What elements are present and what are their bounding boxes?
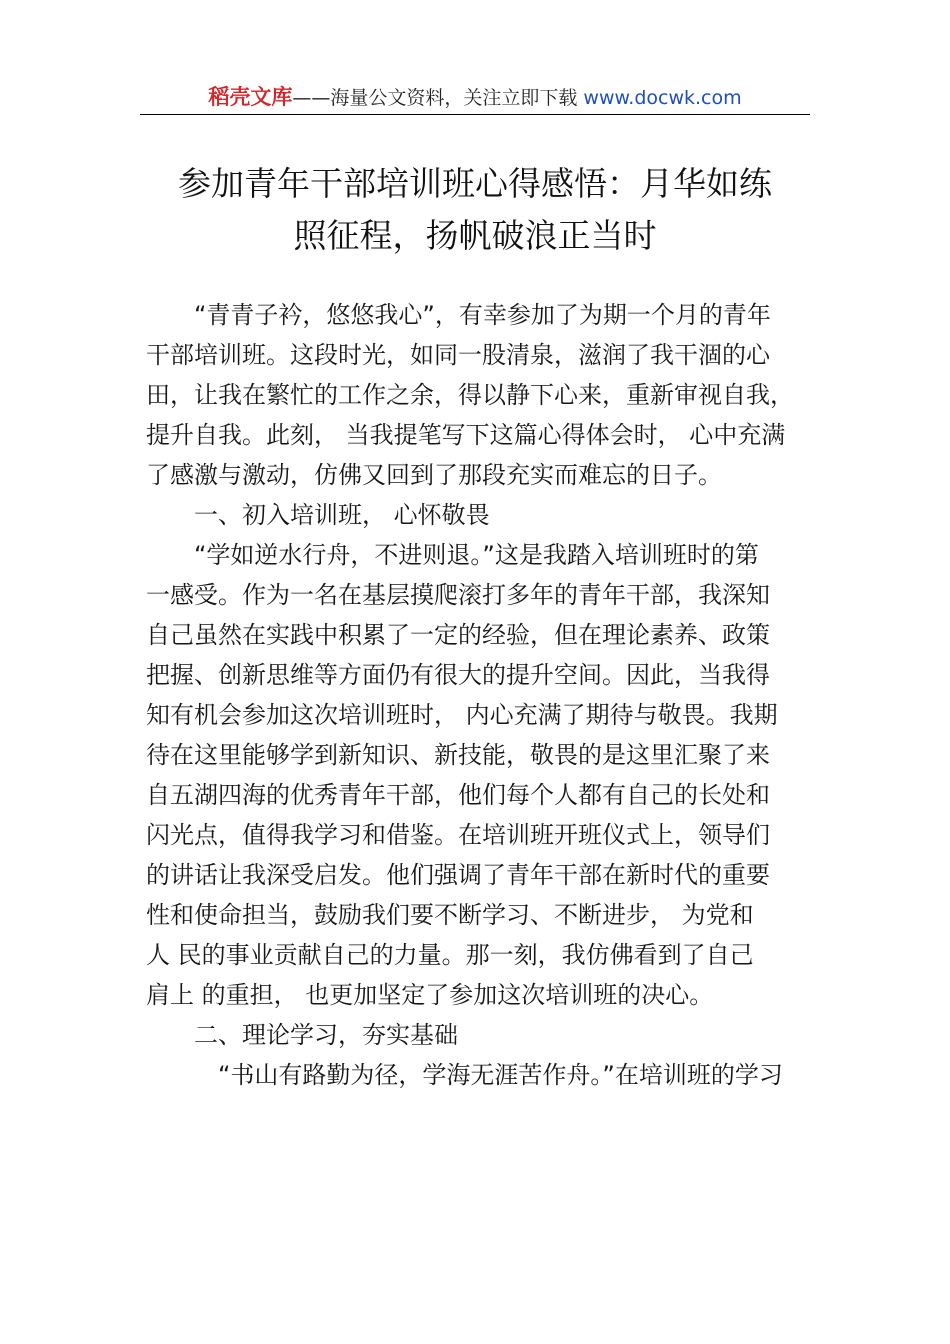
section-heading-1: 一、初入培训班， 心怀敬畏 — [194, 501, 490, 529]
document-title — [120, 158, 830, 262]
paragraph-line: 的讲话让我深受启发。他们强调了青年干部在新时代的重要 — [146, 861, 770, 889]
brand-name: 稻壳文库 — [208, 85, 293, 109]
paragraph-line: 肩上 的重担， 也更加坚定了参加这次培训班的决心。 — [146, 981, 714, 1009]
paragraph-line: 性和使命担当，鼓励我们要不断学习、不断进步， 为党和 — [146, 901, 754, 929]
paragraph-line: 闪光点，值得我学习和借鉴。在培训班开班仪式上，领导们 — [146, 821, 770, 849]
paragraph-line: “学如逆水行舟，不进则退。”这是我踏入培训班时的第 — [194, 541, 759, 569]
document-header — [140, 84, 810, 114]
paragraph-line: 田，让我在繁忙的工作之余，得以静下心来，重新审视自我， — [146, 381, 794, 409]
title-line-2: 照征程，扬帆破浪正当时 — [293, 216, 657, 255]
paragraph-line: 把握、创新思维等方面仍有很大的提升空间。因此，当我得 — [146, 661, 770, 689]
section-heading-2: 二、理论学习，夯实基础 — [194, 1021, 458, 1049]
document-body — [146, 295, 806, 1095]
paragraph-line: 待在这里能够学到新知识、新技能，敬畏的是这里汇聚了来 — [146, 741, 770, 769]
header-url[interactable]: www.docwk.com — [583, 87, 742, 109]
header-tagline: ——海量公文资料，关注立即下载 — [292, 87, 584, 109]
paragraph-line: 提升自我。此刻， 当我提笔写下这篇心得体会时， 心中充满 — [146, 421, 786, 449]
paragraph-line: 了感激与激动，仿佛又回到了那段充实而难忘的日子。 — [146, 461, 722, 489]
paragraph-line: “书山有路勤为径，学海无涯苦作舟。”在培训班的学习 — [218, 1061, 783, 1089]
paragraph-line: 自己虽然在实践中积累了一定的经验，但在理论素养、政策 — [146, 621, 770, 649]
paragraph-line: 干部培训班。这段时光，如同一股清泉，滋润了我干涸的心 — [146, 341, 770, 369]
header-divider — [140, 114, 810, 115]
paragraph-line: 一感受。作为一名在基层摸爬滚打多年的青年干部，我深知 — [146, 581, 770, 609]
paragraph-line: 自五湖四海的优秀青年干部，他们每个人都有自己的长处和 — [146, 781, 770, 809]
paragraph-line: “青青子衿，悠悠我心”，有幸参加了为期一个月的青年 — [194, 301, 771, 329]
title-line-1: 参加青年干部培训班心得感悟：月华如练 — [178, 164, 772, 203]
paragraph-line: 知有机会参加这次培训班时， 内心充满了期待与敬畏。我期 — [146, 701, 778, 729]
paragraph-line: 人 民的事业贡献自己的力量。那一刻，我仿佛看到了自己 — [146, 941, 754, 969]
